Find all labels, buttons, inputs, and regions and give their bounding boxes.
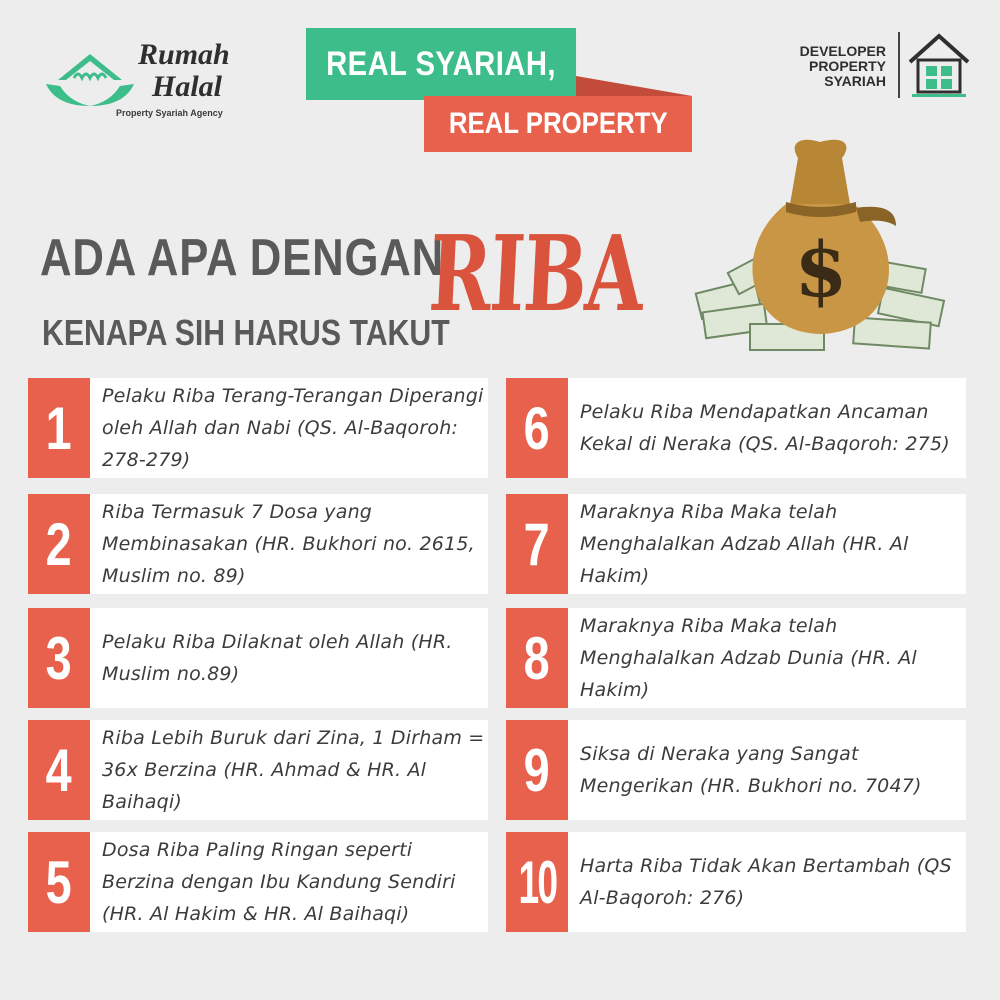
item-text: Maraknya Riba Maka telah Menghalalkan Adzab Allah (HR. Al Hakim) xyxy=(580,501,909,587)
item-text: Pelaku Riba Dilaknat oleh Allah (HR. Muslim no.89) xyxy=(102,631,453,685)
developer-property-syariah-logo xyxy=(770,30,980,102)
banner-real-property xyxy=(424,96,692,152)
item-text: Riba Lebih Buruk dari Zina, 1 Dirham = 36x Berzina (HR. Ahmad & HR. Al Baihaqi) xyxy=(102,727,485,813)
developer-logo-line1: DEVELOPER xyxy=(799,43,886,59)
developer-logo-line3: SYARIAH xyxy=(824,73,886,89)
list-item-3 xyxy=(28,608,488,708)
item-text: Harta Riba Tidak Akan Bertambah (QS Al-Baqoroh: 276) xyxy=(580,855,952,909)
item-number: 4 xyxy=(45,736,73,804)
item-number-badge xyxy=(506,832,568,932)
item-number-badge xyxy=(506,494,568,594)
banner-real-property-text: REAL PROPERTY xyxy=(448,107,668,140)
banner-fold xyxy=(576,76,692,96)
list-item-5 xyxy=(28,832,488,932)
list-item-9 xyxy=(506,720,966,820)
hands-halal-house-icon xyxy=(44,46,136,112)
item-number: 2 xyxy=(45,510,73,578)
svg-text:$: $ xyxy=(794,225,848,314)
item-number: 6 xyxy=(523,394,551,462)
developer-logo-line2: PROPERTY xyxy=(808,58,886,74)
list-item-8 xyxy=(506,608,966,708)
item-text: Pelaku Riba Terang-Terangan Diperangi oleh Allah dan Nabi (QS. Al-Baqoroh: 278-279) xyxy=(102,385,484,471)
item-number: 5 xyxy=(45,848,73,916)
house-window-icon xyxy=(906,32,972,100)
item-number: 10 xyxy=(518,848,556,916)
list-item-6 xyxy=(506,378,966,478)
logo-word-halal: Halal xyxy=(152,70,223,103)
logo-word-rumah: Rumah xyxy=(138,38,230,71)
list-item-1 xyxy=(28,378,488,478)
item-number-badge xyxy=(28,720,90,820)
item-number-badge xyxy=(506,378,568,478)
item-text: Riba Termasuk 7 Dosa yang Membinasakan (HR. Bukhori no. 2615, Muslim no. 89) xyxy=(102,501,475,587)
headline-kenapa: KENAPA SIH HARUS TAKUT xyxy=(42,312,450,353)
item-text: Dosa Riba Paling Ringan seperti Berzina dengan Ibu Kandung Sendiri (HR. Al Hakim & HR. Al Baihaqi) xyxy=(102,839,456,925)
headline-ada-apa-dengan: ADA APA DENGAN xyxy=(40,229,445,287)
item-text: Maraknya Riba Maka telah Menghalalkan Adzab Dunia (HR. Al Hakim) xyxy=(580,615,917,701)
list-item-2 xyxy=(28,494,488,594)
item-number-badge xyxy=(28,832,90,932)
item-text: Pelaku Riba Mendapatkan Ancaman Kekal di Neraka (QS. Al-Baqoroh: 275) xyxy=(580,401,950,455)
item-number: 7 xyxy=(523,510,551,578)
item-number: 8 xyxy=(523,624,551,692)
banner-real-syariah: REAL SYARIAH, xyxy=(306,28,576,100)
list-item-10 xyxy=(506,832,966,932)
item-number-badge xyxy=(506,720,568,820)
item-number: 1 xyxy=(45,394,73,462)
item-number: 9 xyxy=(523,736,551,804)
developer-logo-text xyxy=(800,44,886,89)
rumah-halal-logo xyxy=(44,38,254,122)
item-number-badge xyxy=(28,494,90,594)
item-number-badge xyxy=(28,608,90,708)
developer-logo-divider xyxy=(898,32,900,98)
list-item-7 xyxy=(506,494,966,594)
item-number-badge xyxy=(28,378,90,478)
headline-riba: RIBA xyxy=(426,212,646,335)
list-item-4 xyxy=(28,720,488,820)
logo-tagline: Property Syariah Agency xyxy=(116,108,223,118)
item-number: 3 xyxy=(45,624,73,692)
money-bag-icon xyxy=(690,138,952,360)
item-text: Siksa di Neraka yang Sangat Mengerikan (HR. Bukhori no. 7047) xyxy=(580,743,922,797)
item-number-badge xyxy=(506,608,568,708)
